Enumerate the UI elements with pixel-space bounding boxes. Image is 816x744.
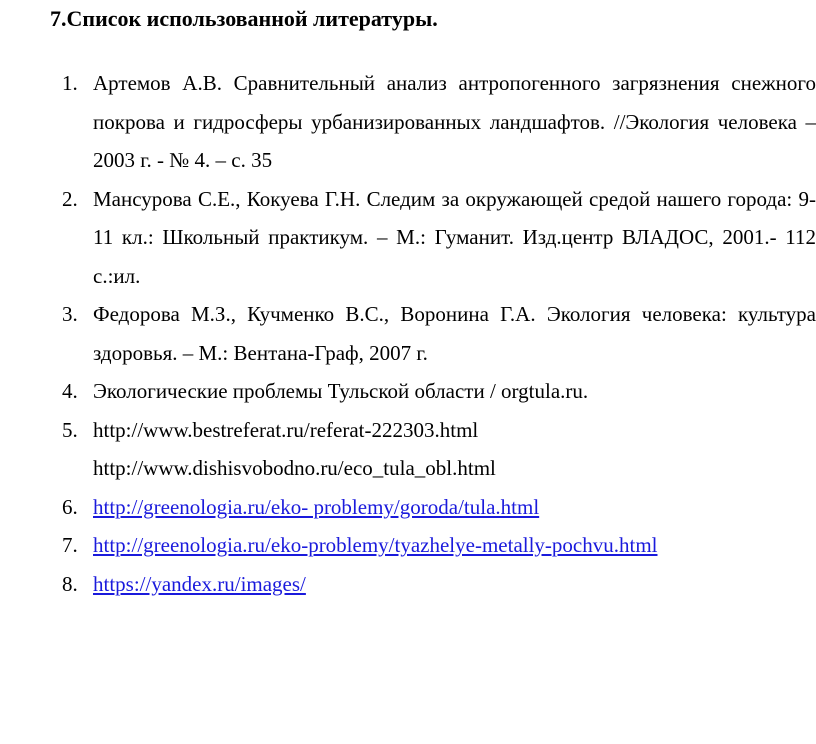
list-item-link-wrap [93, 565, 816, 604]
list-item-link-wrap [93, 488, 816, 527]
list-item-link-wrap [93, 526, 816, 565]
url-text: http://www.dishisvobodno.ru/eco_tula_obl.html [93, 456, 496, 480]
list-item-number: 4. [62, 379, 78, 403]
list-item [0, 565, 816, 604]
list-item-number: 6. [62, 494, 78, 519]
list-item-number: 2. [62, 186, 78, 211]
list-item-text: Артемов А.В. Сравнительный анализ антропогенного загрязнения снежного покрова и гидросферы урбанизированных ландшафтов. //Экология человека – 2003 г. - № 4. – с. 35 [93, 71, 816, 172]
list-item-number: 8. [62, 571, 78, 596]
url-text: http://www.bestreferat.ru/referat-222303.html [93, 417, 479, 442]
list-item [0, 372, 816, 411]
list-item [0, 295, 816, 372]
list-item [0, 488, 816, 527]
list-item-number: 1. [62, 71, 78, 95]
list-item [0, 411, 816, 488]
reference-link[interactable]: https://yandex.ru/images/ [93, 571, 306, 596]
list-item-urls [93, 411, 816, 488]
list-item [0, 526, 816, 565]
list-item [0, 180, 816, 296]
page-title: 7.Список использованной литературы. [50, 6, 438, 31]
list-item-number: 3. [62, 302, 78, 326]
reference-link[interactable]: http://greenologia.ru/eko- problemy/goroda/tula.html [93, 494, 540, 519]
reference-list [0, 64, 816, 603]
list-item-text: Федорова М.З., Кучменко В.С., Воронина Г.А. Экология человека: культура здоровья. – М.: Вентана-Граф, 2007 г. [93, 302, 816, 365]
list-item-text: Мансурова С.Е., Кокуева Г.Н. Следим за окружающей средой нашего города: 9-11 кл.: Школьный практикум. – М.: Гуманит. Изд.центр ВЛАДОС, 2001.- 112 с.:ил. [93, 186, 816, 288]
list-item-number: 7. [62, 533, 78, 557]
reference-link[interactable]: http://greenologia.ru/eko-problemy/tyazhelye-metally-pochvu.html [93, 533, 658, 557]
list-item-text: Экологические проблемы Тульской области / orgtula.ru. [93, 379, 589, 403]
list-item-number: 5. [62, 417, 78, 442]
list-item [0, 64, 816, 180]
